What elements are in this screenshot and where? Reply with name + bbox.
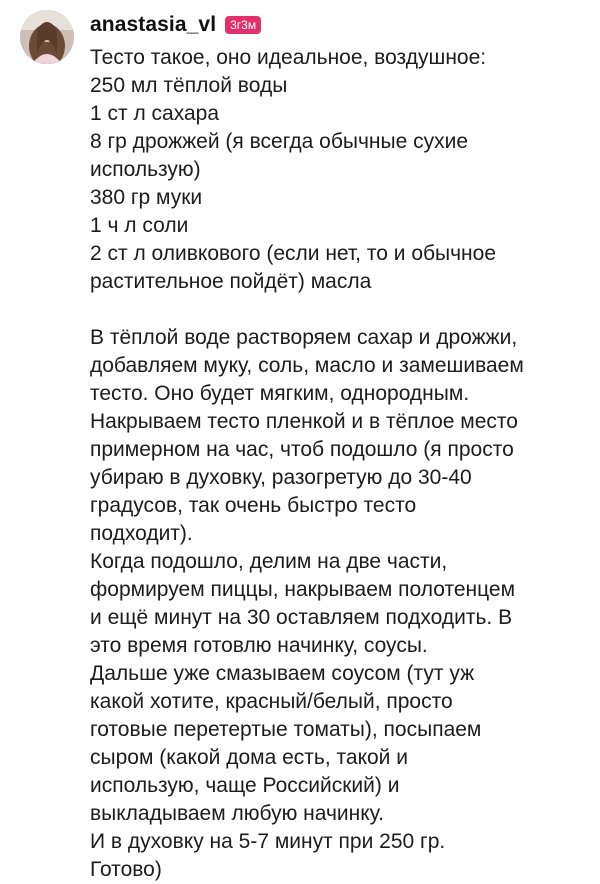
comment-header bbox=[90, 10, 261, 40]
comment-text-line: 1 ч л соли bbox=[90, 214, 189, 237]
comment-text-line: Дальше уже смазываем соусом (тут уж bbox=[90, 662, 475, 685]
comment-text-line: Тесто такое, оно идеальное, воздушное: bbox=[90, 46, 487, 69]
comment-text-line: использую, чаще Российский) и bbox=[90, 774, 400, 797]
comment-text-line: добавляем муку, соль, масло и замешиваем bbox=[90, 354, 524, 377]
comment-text-line: 250 мл тёплой воды bbox=[90, 74, 288, 97]
comment-text-line: 8 гр дрожжей (я всегда обычные сухие bbox=[90, 130, 469, 153]
comment-text-line: Готово) bbox=[90, 858, 162, 881]
comment-text-line: тесто. Оно будет мягким, однородным. bbox=[90, 382, 470, 405]
comment-text-line: Когда подошло, делим на две части, bbox=[90, 550, 448, 573]
comment-text-line: 1 ст л сахара bbox=[90, 102, 220, 125]
avatar[interactable] bbox=[20, 10, 74, 64]
username-link[interactable]: anastasia_vl bbox=[90, 13, 217, 36]
comment-text bbox=[90, 44, 590, 884]
comment-text-line: примерном на час, чтоб подошло (я просто bbox=[90, 438, 514, 461]
comment-text-line: убираю в духовку, разогретую до 30-40 bbox=[90, 466, 472, 489]
comment-text-line: какой хотите, красный/белый, просто bbox=[90, 690, 453, 713]
comment-text-line: Накрываем тесто пленкой и в тёплое место bbox=[90, 410, 518, 433]
comment-text-line: и ещё минут на 30 оставляем подходить. В bbox=[90, 606, 513, 629]
comment-text-line: растительное пойдёт) масла bbox=[90, 270, 372, 293]
comment-text-line: это время готовлю начинку, соусы. bbox=[90, 634, 428, 657]
comment-text-line: В тёплой воде растворяем сахар и дрожжи, bbox=[90, 326, 518, 349]
avatar-photo bbox=[20, 10, 74, 64]
blank-line bbox=[90, 296, 590, 324]
comment-text-line: готовые перетертые томаты), посыпаем bbox=[90, 718, 482, 741]
comment-text-line: И в духовку на 5-7 минут при 250 гр. bbox=[90, 830, 446, 853]
comment-text-line: 380 гр муки bbox=[90, 186, 203, 209]
comment-text-line: подходит). bbox=[90, 522, 193, 545]
comment-text-line: 2 ст л оливкового (если нет, то и обычное bbox=[90, 242, 497, 265]
comment-text-line: выкладываем любую начинку. bbox=[90, 802, 384, 825]
comment-text-line: сыром (какой дома есть, такой и bbox=[90, 746, 408, 769]
comment-text-line: формируем пиццы, накрываем полотенцем bbox=[90, 578, 516, 601]
comment-text-line: градусов, так очень быстро тесто bbox=[90, 494, 417, 517]
comment-text-line: использую) bbox=[90, 158, 201, 181]
time-badge: 3г3м bbox=[225, 16, 261, 34]
